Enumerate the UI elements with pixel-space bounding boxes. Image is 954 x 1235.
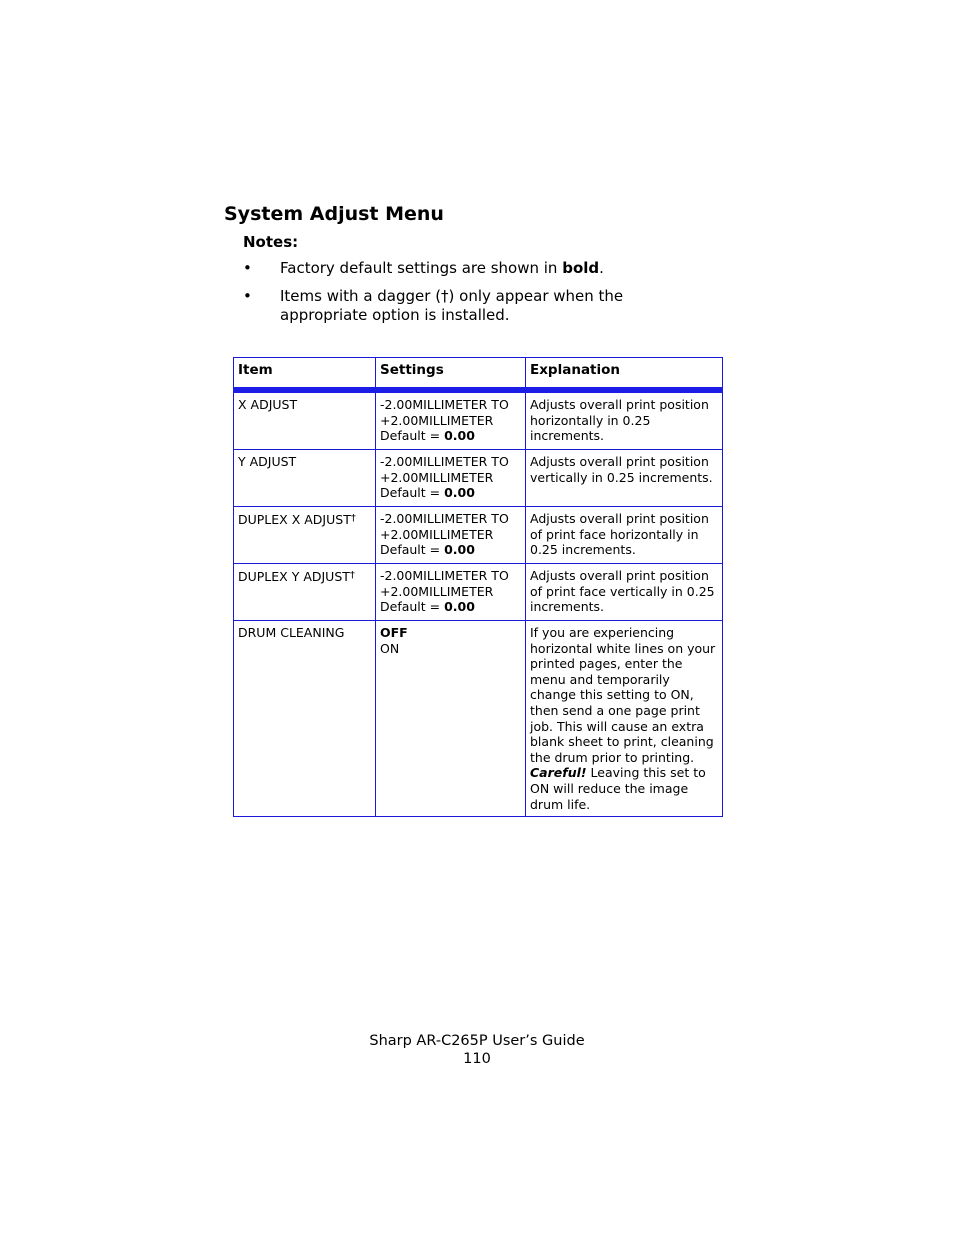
- settings-cell: OFF ON: [376, 621, 526, 817]
- footer-guide-title: Sharp AR-C265P User’s Guide: [369, 1033, 585, 1049]
- header-item: Item: [234, 358, 376, 391]
- item-cell: X ADJUST: [234, 390, 376, 450]
- note-item: [243, 287, 663, 325]
- notes-label: Notes:: [243, 233, 299, 251]
- settings-cell: -2.00MILLIMETER TO +2.00MILLIMETER Default = 0.00: [376, 564, 526, 621]
- default-value: 0.00: [444, 485, 475, 501]
- table-row: [234, 507, 723, 564]
- explanation-cell: Adjusts overall print position of print face vertically in 0.25 increments.: [526, 564, 723, 621]
- explanation-cell: Adjusts overall print position of print face horizontally in 0.25 increments.: [526, 507, 723, 564]
- bullet-dot: •: [243, 287, 252, 305]
- default-value: 0.00: [444, 542, 475, 558]
- table-row: [234, 621, 723, 817]
- default-value: OFF: [380, 625, 408, 640]
- page-title: System Adjust Menu: [224, 203, 444, 225]
- default-value: 0.00: [444, 599, 475, 615]
- explanation-cell: Adjusts overall print position horizontally in 0.25 increments.: [526, 390, 723, 450]
- item-cell: DRUM CLEANING: [234, 621, 376, 817]
- table-row: [234, 450, 723, 507]
- caution-label: Careful!: [530, 765, 587, 781]
- bold-word: bold: [562, 259, 600, 277]
- table-header-row: [234, 358, 723, 391]
- dagger-mark: †: [349, 570, 355, 581]
- explanation-cell: If you are experiencing horizontal white lines on your printed pages, enter the menu and temporarily change this setting to ON, then send a one page print job. This will cause an extra blank sheet to print, cleaning the drum prior to printing. Careful! Leaving this set to ON will reduce the image drum life.: [526, 621, 723, 817]
- item-cell: DUPLEX X ADJUST†: [234, 507, 376, 564]
- settings-cell: -2.00MILLIMETER TO +2.00MILLIMETER Default = 0.00: [376, 507, 526, 564]
- dagger-mark: †: [350, 513, 356, 524]
- default-value: 0.00: [444, 428, 475, 444]
- note-item: [243, 259, 663, 278]
- page-number: 110: [463, 1051, 491, 1067]
- note-text: Items with a dagger (†) only appear when the appropriate option is installed.: [280, 287, 624, 324]
- header-explanation: Explanation: [526, 358, 723, 391]
- item-cell: Y ADJUST: [234, 450, 376, 507]
- explanation-cell: Adjusts overall print position vertically in 0.25 increments.: [526, 450, 723, 507]
- settings-cell: -2.00MILLIMETER TO +2.00MILLIMETER Default = 0.00: [376, 390, 526, 450]
- table-row: [234, 564, 723, 621]
- header-settings: Settings: [376, 358, 526, 391]
- settings-cell: -2.00MILLIMETER TO +2.00MILLIMETER Default = 0.00: [376, 450, 526, 507]
- table-row: [234, 390, 723, 450]
- note-text: Factory default settings are shown in bold.: [280, 259, 604, 277]
- bullet-dot: •: [243, 259, 252, 277]
- item-cell: DUPLEX Y ADJUST†: [234, 564, 376, 621]
- system-adjust-table: [233, 357, 723, 817]
